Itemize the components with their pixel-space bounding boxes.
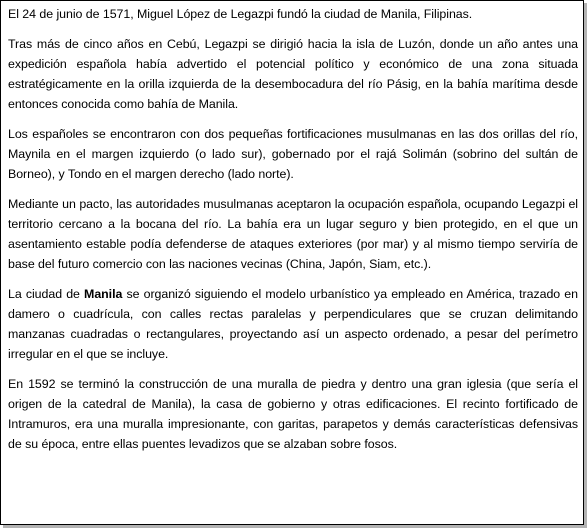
paragraph-urban-model [8,284,578,364]
paragraph-luzon: Tras más de cinco años en Cebú, Legazpi se dirigió hacia la isla de Luzón, donde un año antes una expedición española había advertido el potencial político y económico de una zona situada estratégicamente en la orilla izquierda de la desembocadura del río Pásig, en la bahía marítima desde entonces conocida como bahía de Manila. [8,37,578,111]
manila-bold: Manila [84,287,123,301]
paragraph-urban-model-start: La ciudad de [8,287,85,301]
paragraph-pact: Mediante un pacto, las autoridades musulmanas aceptaron la ocupación española, ocupando Legazpi el territorio cercano a la bocana del río. La bahía era un lugar seguro y bien protegido, en el que un asentamiento estable podía defenderse de ataques exteriores (por mar) y al mismo tiempo serviría de base del futuro comercio con las naciones vecinas (China, Japón, Siam, etc.). [8,197,578,271]
paragraph-fortifications: Los españoles se encontraron con dos pequeñas fortificaciones musulmanas en las dos orillas del río, Maynila en el margen izquierdo (o lado sur), gobernado por el rajá Solimán (sobrino del sultán de Borneo), y Tondo en el margen derecho (lado norte). [8,127,578,181]
paragraph-founding: El 24 de junio de 1571, Miguel López de Legazpi fundó la ciudad de Manila, Filipinas. [8,7,473,21]
paragraph-urban-model-rest: se organizó siguiendo el modelo urbanístico ya empleado en América, trazado en damero o cuadrícula, con calles rectas paralelas y perpendiculares que se cruzan delimitando manzanas cuadradas o rectangulares, proyectando así un aspecto ordenado, a pesar del perímetro irregular en el que se incluye. [8,287,578,361]
paragraph-intramuros: En 1592 se terminó la construcción de una muralla de piedra y dentro una gran iglesia (que sería el origen de la catedral de Manila), la casa de gobierno y otras edificaciones. El recinto fortificado de Intramuros, era una muralla impresionante, con garitas, parapetos y demás características defensivas de su época, entre ellas puentes levadizos que se alzaban sobre fosos. [8,377,578,451]
